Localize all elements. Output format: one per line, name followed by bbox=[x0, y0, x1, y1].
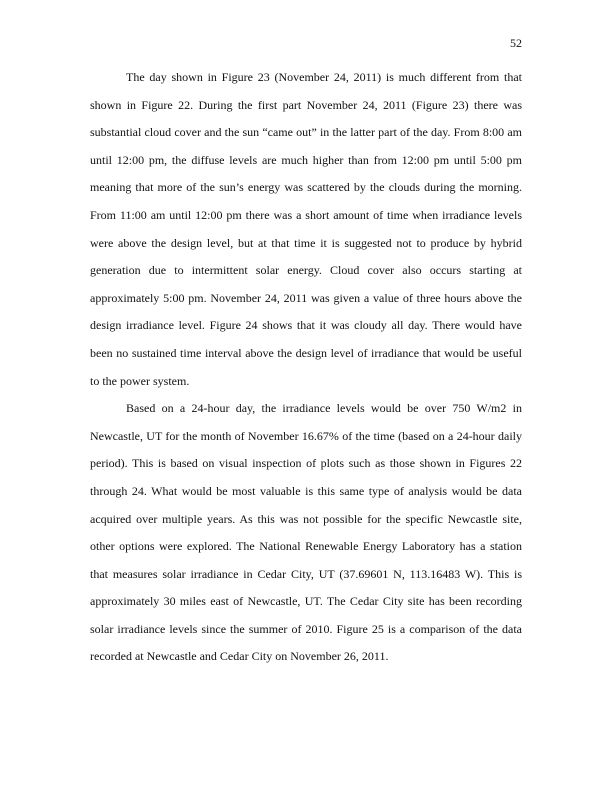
page-number: 52 bbox=[510, 36, 522, 50]
text-line: From 11:00 am until 12:00 pm there was a short amount of time when irradiance levels bbox=[90, 207, 522, 222]
text-line: acquired over multiple years. As this was not possible for the specific Newcastle site, bbox=[90, 511, 522, 526]
text-line: recorded at Newcastle and Cedar City on November 26, 2011. bbox=[90, 649, 389, 664]
text-line: been no sustained time interval above the design level of irradiance that would be useful bbox=[90, 345, 522, 360]
text-line: period). This is based on visual inspection of plots such as those shown in Figures 22 bbox=[90, 456, 522, 471]
text-line: through 24. What would be most valuable is this same type of analysis would be data bbox=[90, 483, 522, 498]
text-line: meaning that more of the sun’s energy was scattered by the clouds during the morning. bbox=[90, 180, 522, 195]
text-line: solar irradiance levels since the summer of 2010. Figure 25 is a comparison of the data bbox=[90, 621, 522, 636]
text-line: were above the design level, but at that time it is suggested not to produce by hybrid bbox=[90, 235, 522, 250]
text-line: other options were explored. The National Renewable Energy Laboratory has a station bbox=[90, 539, 522, 554]
text-line: The day shown in Figure 23 (November 24, 2011) is much different from that bbox=[126, 70, 522, 84]
text-line: Newcastle, UT for the month of November 16.67% of the time (based on a 24-hour daily bbox=[90, 428, 522, 443]
paragraph bbox=[90, 64, 522, 395]
text-line: until 12:00 pm, the diffuse levels are much higher than from 12:00 pm until 5:00 pm bbox=[90, 152, 522, 167]
text-line: that measures solar irradiance in Cedar City, UT (37.69601 N, 113.16483 W). This is bbox=[90, 566, 522, 581]
text-line: shown in Figure 22. During the first part November 24, 2011 (Figure 23) there was bbox=[90, 97, 522, 112]
text-line: approximately 5:00 pm. November 24, 2011 was given a value of three hours above the bbox=[90, 290, 522, 305]
text-line: generation due to intermittent solar energy. Cloud cover also occurs starting at bbox=[90, 263, 522, 278]
text-line: design irradiance level. Figure 24 shows that it was cloudy all day. There would have bbox=[90, 318, 522, 333]
text-line: substantial cloud cover and the sun “came out” in the latter part of the day. From 8:00 am bbox=[90, 125, 522, 140]
document-body bbox=[90, 64, 522, 671]
text-line: to the power system. bbox=[90, 373, 190, 388]
text-line: Based on a 24-hour day, the irradiance levels would be over 750 W/m2 in bbox=[126, 401, 522, 416]
text-line: approximately 30 miles east of Newcastle, UT. The Cedar City site has been recording bbox=[90, 594, 522, 609]
paragraph bbox=[90, 395, 522, 671]
